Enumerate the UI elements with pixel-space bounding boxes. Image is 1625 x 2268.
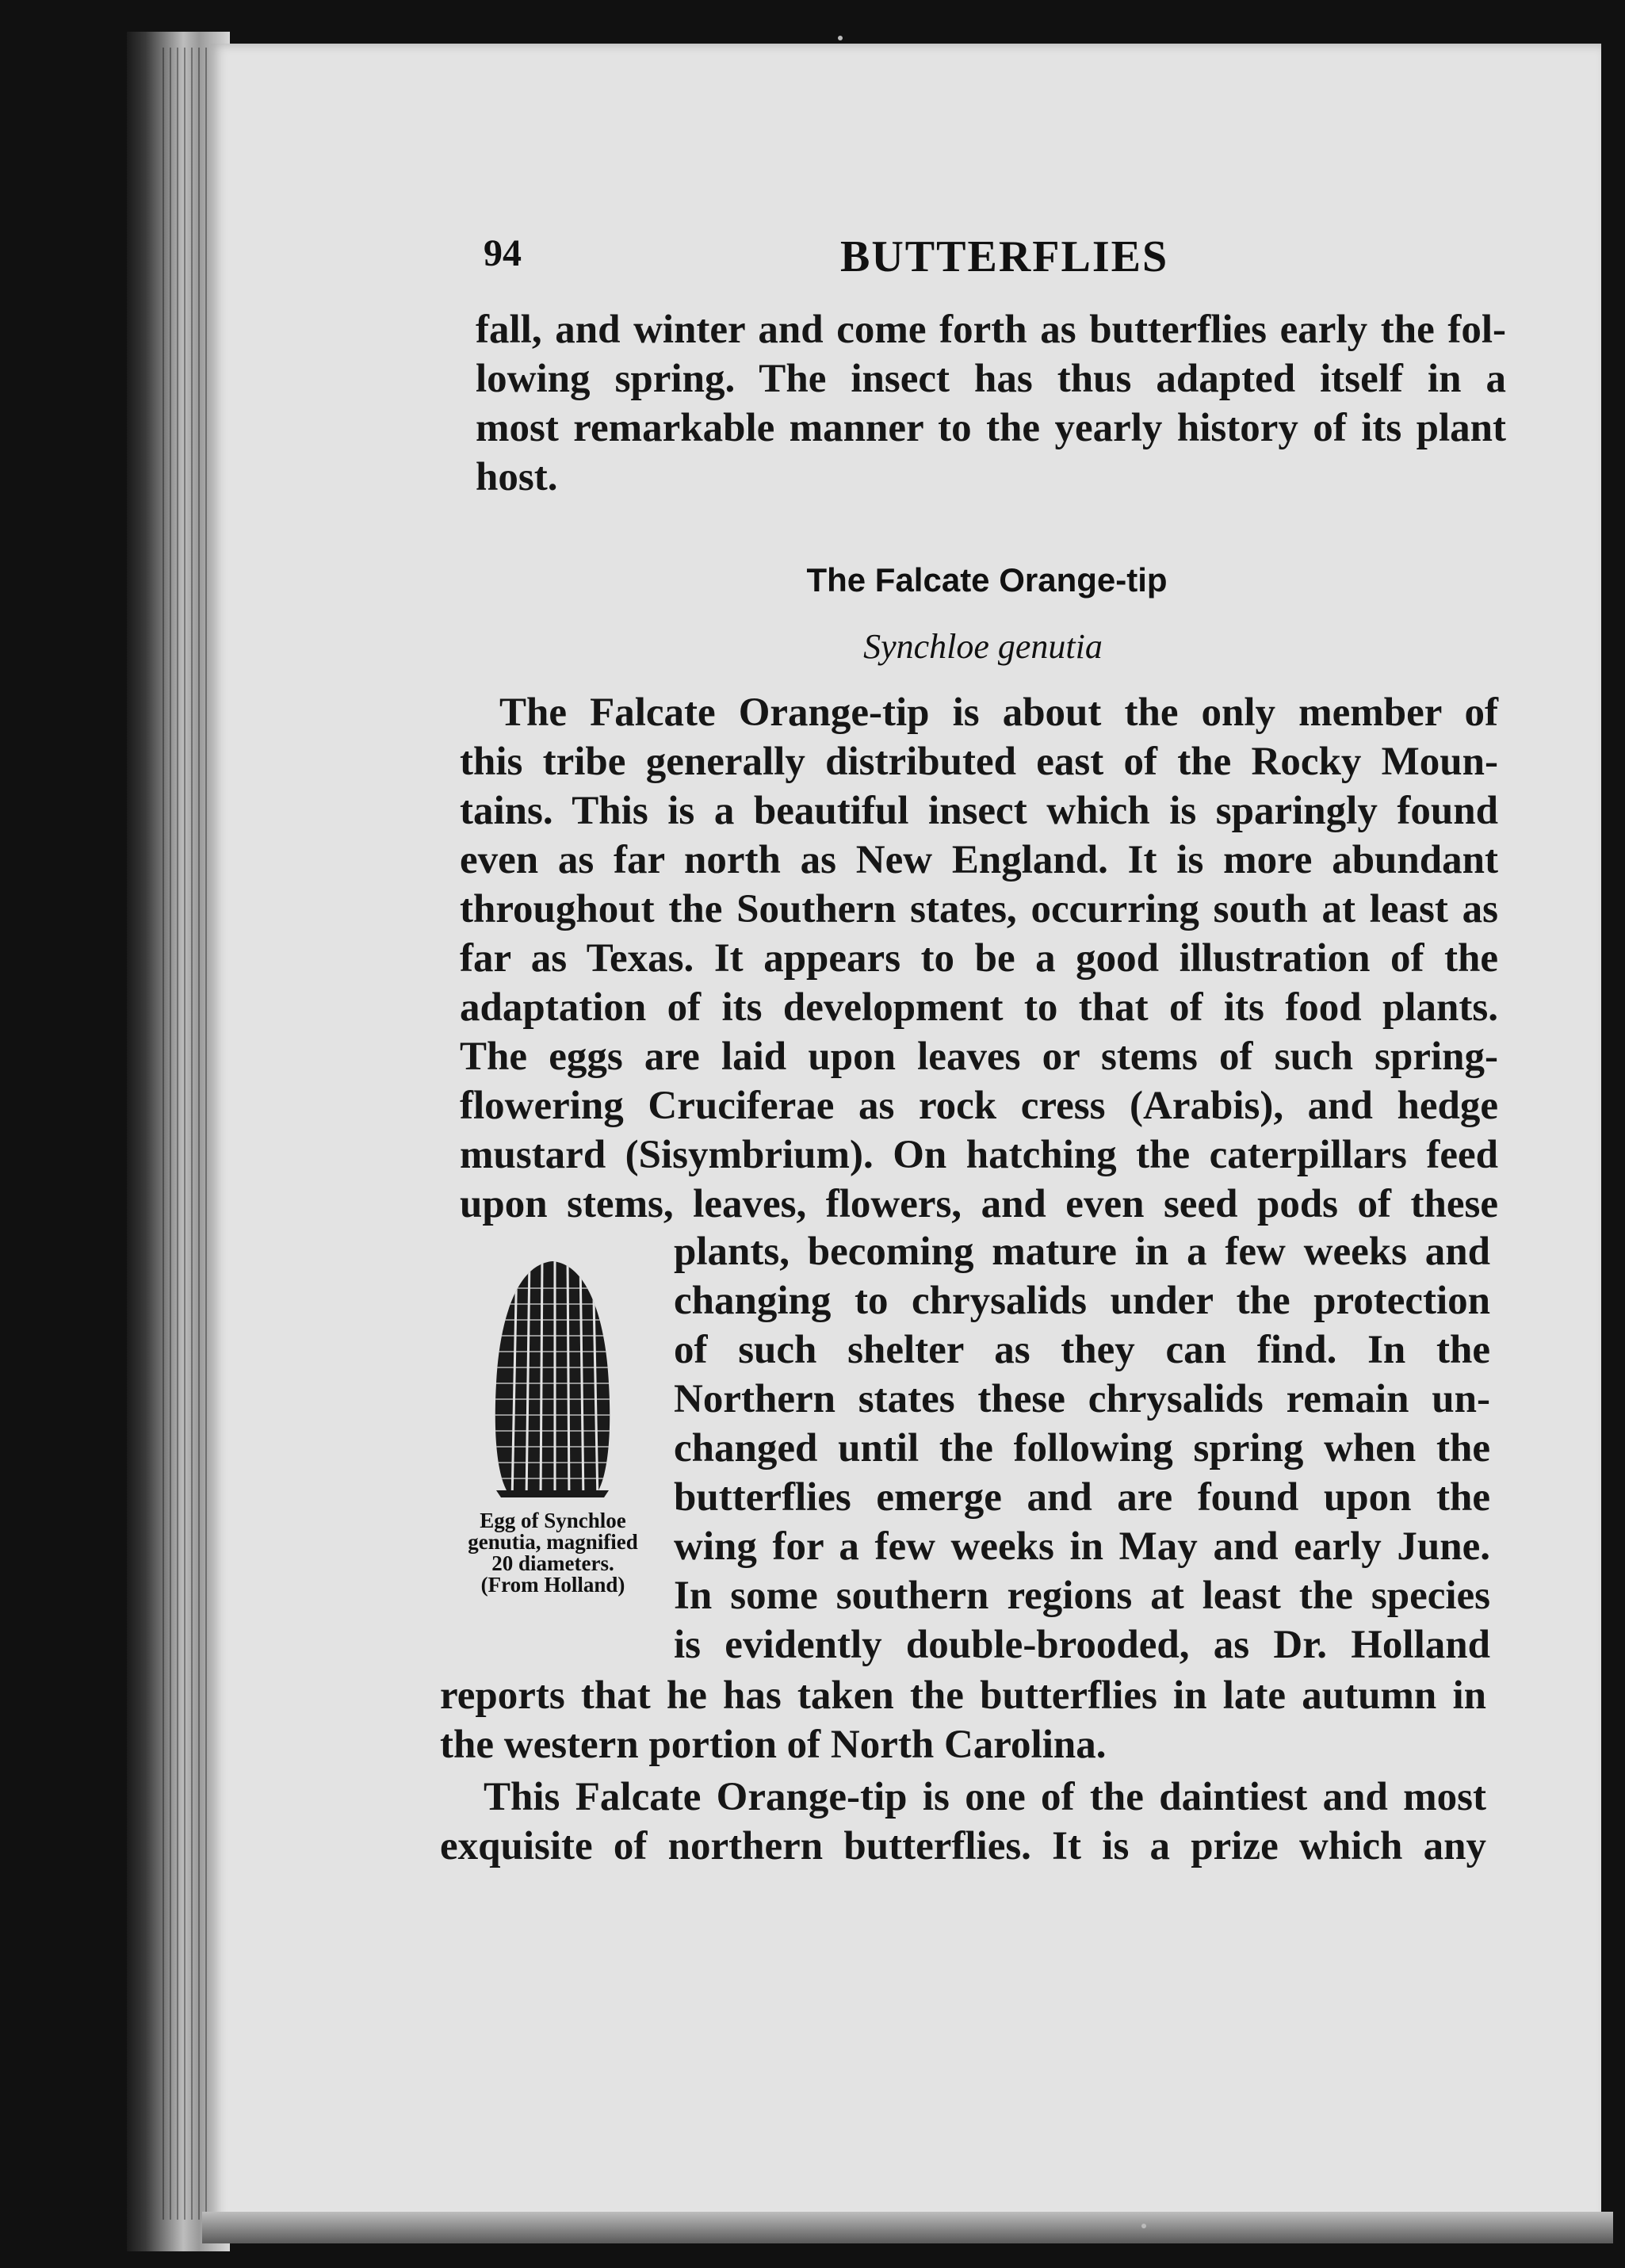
paragraph-species-intro <box>460 688 1498 1229</box>
running-head: BUTTERFLIES <box>840 232 1169 281</box>
text-line: flowering Cruciferae as rock cress (Arabis), and hedge <box>460 1084 1498 1128</box>
text-line: is evidently double-brooded, as Dr. Holland <box>674 1623 1490 1667</box>
text-line: mustard (Sisymbrium). On hatching the caterpillars feed <box>460 1133 1498 1177</box>
text-line: changed until the following spring when the <box>674 1426 1490 1471</box>
paragraph-wrapped-around-figure <box>674 1227 1490 1669</box>
caption-line: (From Holland) <box>480 1573 625 1597</box>
text-line: butterflies emerge and are found upon the <box>674 1475 1490 1520</box>
text-line: The Falcate Orange-tip is about the only member of <box>499 690 1498 735</box>
text-line: The eggs are laid upon leaves or stems of such spring- <box>460 1035 1498 1079</box>
text-line: this tribe generally distributed east of the Rocky Moun- <box>460 740 1498 784</box>
caption-line: genutia, magnified <box>468 1530 638 1554</box>
egg-illustration <box>485 1256 620 1502</box>
species-latin-name: Synchloe genutia <box>863 627 1103 666</box>
text-line: of such shelter as they can find. In the <box>674 1328 1490 1372</box>
text-line: the western portion of North Carolina. <box>440 1723 1107 1767</box>
text-line: tains. This is a beautiful insect which is sparingly found <box>460 789 1498 833</box>
text-line: lowing spring. The insect has thus adapted itself in a <box>476 357 1506 401</box>
page-bottom-edge <box>202 2212 1613 2243</box>
scan-speck <box>838 36 843 40</box>
text-line: Northern states these chrysalids remain un- <box>674 1377 1490 1421</box>
text-line: adaptation of its development to that of its food plants. <box>460 985 1498 1030</box>
text-line: changing to chrysalids under the protection <box>674 1279 1490 1323</box>
caption-line: Egg of Synchloe <box>480 1509 626 1532</box>
paragraph-continuation <box>476 305 1506 502</box>
text-line: reports that he has taken the butterflies in late autumn in <box>440 1673 1486 1718</box>
paragraph-end <box>440 1671 1486 1769</box>
text-line: upon stems, leaves, flowers, and even seed pods of these <box>460 1182 1498 1226</box>
text-line: most remarkable manner to the yearly history of its plant <box>476 406 1506 450</box>
text-line: throughout the Southern states, occurring south at least as <box>460 887 1498 931</box>
text-line: fall, and winter and come forth as butterflies early the fol- <box>476 308 1506 352</box>
text-line: far as Texas. It appears to be a good illustration of the <box>460 936 1498 981</box>
scan-speck <box>1141 2224 1146 2228</box>
section-heading: The Falcate Orange-tip <box>806 561 1168 599</box>
text-line: host. <box>476 455 558 499</box>
figure-caption <box>444 1510 662 1596</box>
paragraph-daintiest <box>440 1773 1486 1871</box>
caption-line: 20 diameters. <box>491 1551 614 1575</box>
text-line: This Falcate Orange-tip is one of the daintiest and most <box>484 1775 1486 1819</box>
text-line: plants, becoming mature in a few weeks and <box>674 1230 1490 1274</box>
text-line: even as far north as New England. It is more abundant <box>460 838 1498 882</box>
page-number: 94 <box>484 232 522 274</box>
text-line: exquisite of northern butterflies. It is a prize which any <box>440 1824 1486 1868</box>
text-line: In some southern regions at least the species <box>674 1574 1490 1618</box>
text-line: wing for a few weeks in May and early June. <box>674 1524 1490 1569</box>
